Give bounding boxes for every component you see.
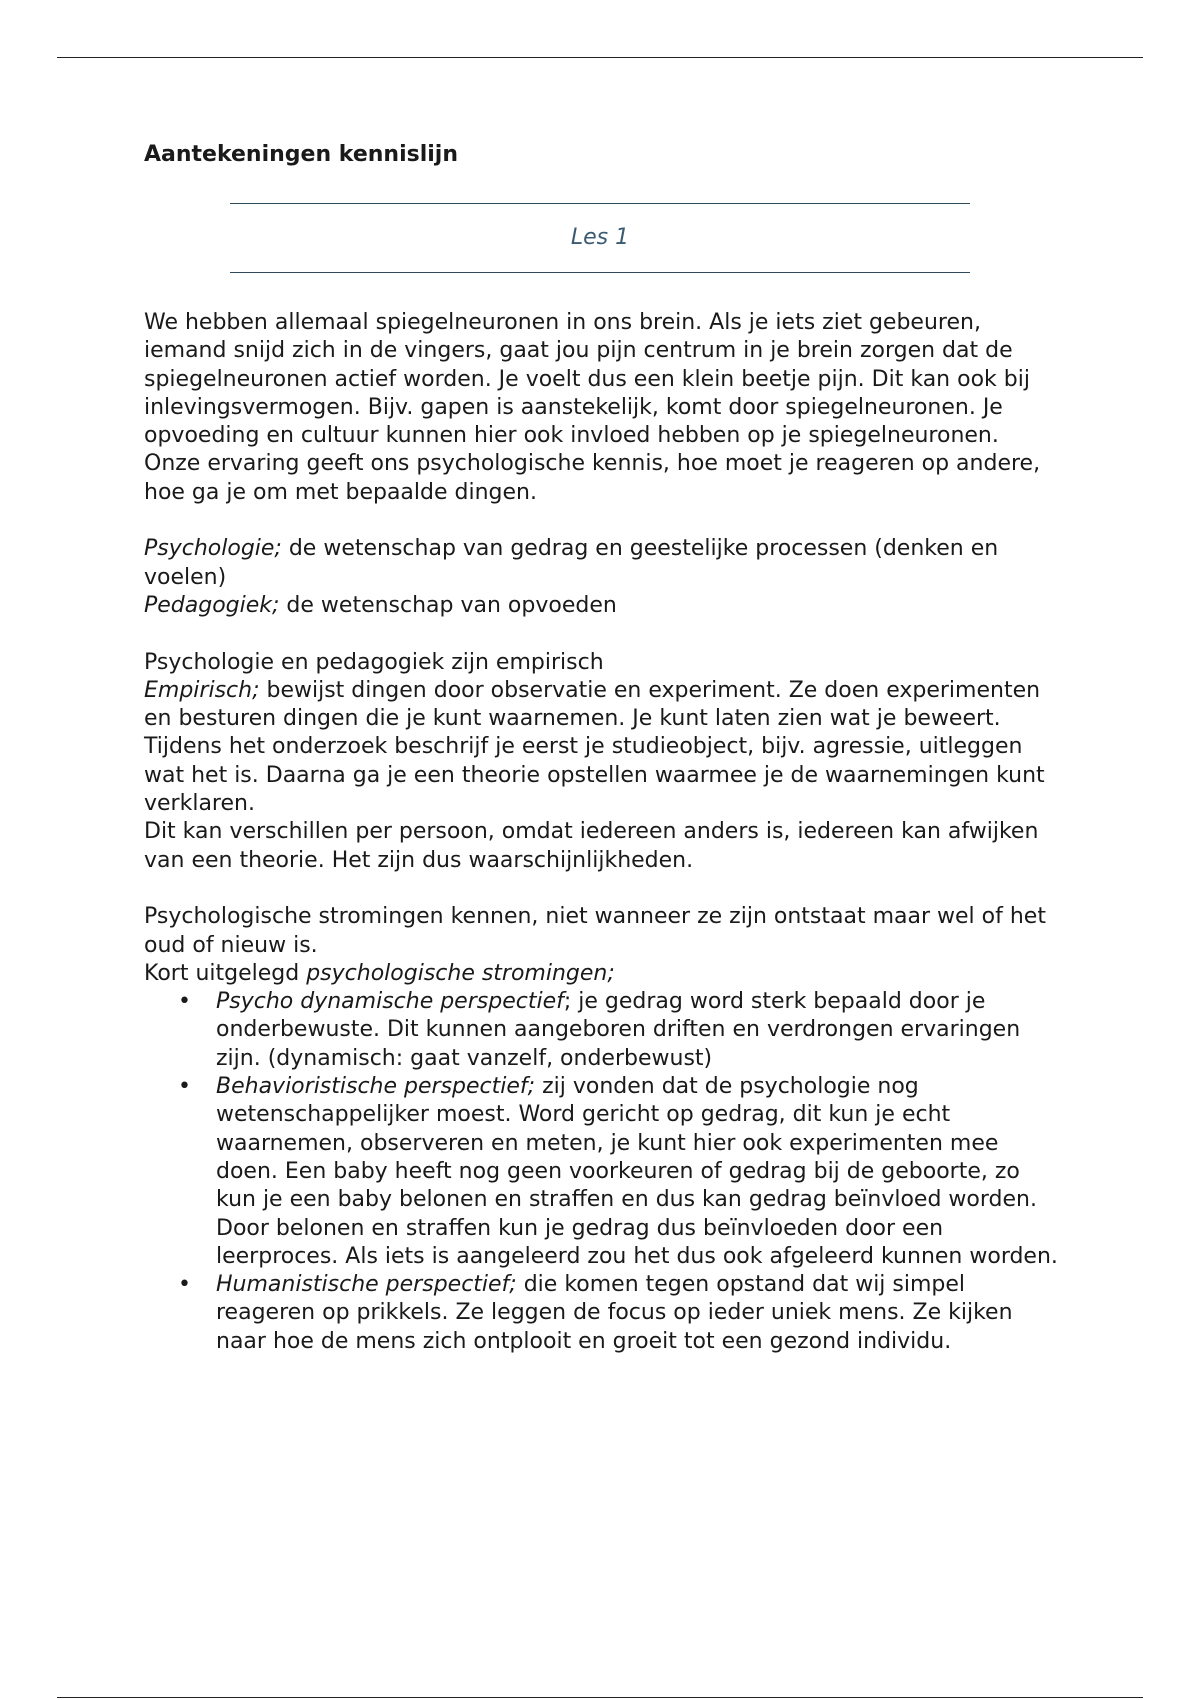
definition-text: de wetenschap van opvoeden [279, 592, 617, 618]
short-prefix: Kort uitgelegd [144, 960, 307, 986]
notes-section [144, 309, 1064, 1356]
lesson-heading: Les 1 [570, 224, 630, 250]
definition-psychology [144, 535, 1064, 592]
definition-term: Psychologie; [144, 536, 282, 562]
definition-term: Empirisch; [144, 677, 260, 703]
current-text: zij vonden dat de psychologie nog wetenschappelijker moest. Word gericht op gedrag, dit kun je echt waarnemen, observeren en meten, je kunt hier ook experimenten mee doen. Een baby heeft nog geen voorkeuren of gedrag bij de geboorte, zo kun je een baby belonen en straffen en dus kan gedrag beïnvloed worden. Door belonen en straffen kun je gedrag dus beïnvloeden door een leerproces. Als iets is aangeleerd zou het dus ook afgeleerd kunnen worden. [216, 1074, 1058, 1269]
paragraph-research: Tijdens het onderzoek beschrijf je eerst je studieobject, bijv. agressie, uitleggen wat het is. Daarna ga je een theorie opstellen waarmee je de waarnemingen kunt verklaren. [144, 734, 1045, 817]
definition-empirical [144, 677, 1064, 734]
lesson-heading-box [230, 203, 970, 273]
document-body [144, 141, 1064, 1356]
current-text: die komen tegen opstand dat wij simpel reageren op prikkels. Ze leggen de focus op ieder uniek mens. Ze kijken naar hoe de mens zich ontplooit en groeit tot een gezond individu. [216, 1272, 1013, 1354]
paragraph-experience: Onze ervaring geeft ons psychologische kennis, hoe moet je reageren op andere, hoe ga je om met bepaalde dingen. [144, 451, 1041, 505]
document-title: Aantekeningen kennislijn [144, 142, 458, 167]
current-term: Psycho dynamische perspectief [216, 989, 564, 1015]
short-term: psychologische stromingen; [306, 960, 615, 986]
definition-text: de wetenschap van gedrag en geestelijke processen (denken en voelen) [144, 536, 999, 590]
definition-pedagogy [144, 592, 1064, 620]
page-header-rule [57, 57, 1143, 58]
current-text: ; je gedrag word sterk bepaald door je onderbewuste. Dit kunnen aangeboren driften en verdrongen ervaringen zijn. (dynamisch: gaat vanzelf, onderbewust) [216, 989, 1021, 1071]
current-term: Humanistische perspectief; [216, 1272, 517, 1298]
paragraph-variation: Dit kan verschillen per persoon, omdat iedereen anders is, iedereen kan afwijken van een theorie. Het zijn dus waarschijnlijkheden. [144, 819, 1039, 873]
definition-text: bewijst dingen door observatie en experiment. Ze doen experimenten en besturen dingen die je kunt waarnemen. Je kunt laten zien wat je beweert. [144, 677, 1041, 732]
paragraph-mirror-neurons: We hebben allemaal spiegelneuronen in ons brein. Als je iets ziet gebeuren, iemand snijd zich in de vingers, gaat jou pijn centrum in je brein zorgen dat de spiegelneuronen actief worden. Je voelt dus een klein beetje pijn. Dit kan ook bij inlevingsvermogen. Bijv. gapen is aanstekelijk, komt door spiegelneuronen. Je opvoeding en cultuur kunnen hier ook invloed hebben op je spiegelneuronen. [144, 310, 1030, 449]
list-item [216, 1271, 1064, 1356]
paragraph-empirical-intro: Psychologie en pedagogiek zijn empirisch [144, 649, 604, 675]
list-item [216, 988, 1064, 1073]
page-footer-rule [57, 1697, 1143, 1698]
paragraph-currents-short [144, 960, 1064, 988]
current-term: Behavioristische perspectief; [216, 1074, 536, 1100]
paragraph-currents-intro: Psychologische stromingen kennen, niet wanneer ze zijn ontstaat maar wel of het oud of nieuw is. [144, 904, 1046, 958]
currents-list [144, 988, 1064, 1356]
definition-term: Pedagogiek; [144, 592, 280, 618]
list-item [216, 1073, 1064, 1271]
